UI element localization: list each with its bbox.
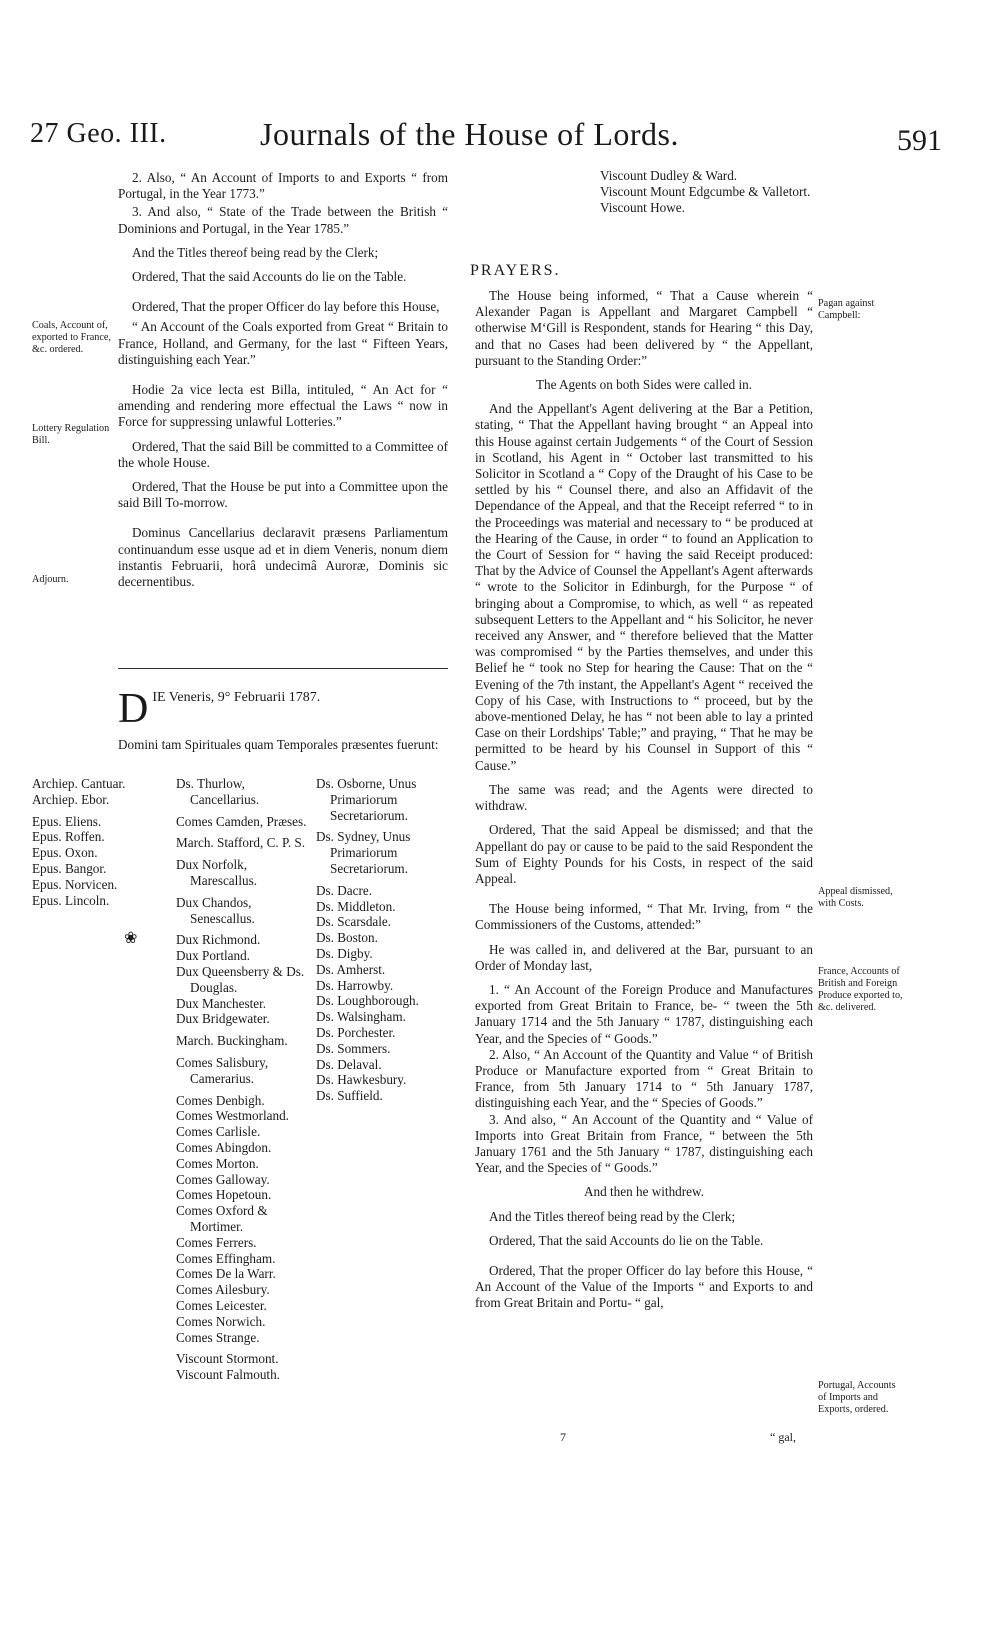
agents-called: The Agents on both Sides were called in. [535, 377, 753, 393]
ordered-portugal-account: Ordered, That the proper Officer do lay before this House, “ An Account of the Value of the Imports “ and Exports to and from Great Britain and Portu- “ gal, [475, 1262, 813, 1311]
lords-temporal-list-a [176, 776, 312, 1383]
lord-entry: Comes Morton. [176, 1155, 259, 1171]
lord-entry: March. Stafford, C. P. S. [176, 835, 306, 851]
running-header [30, 118, 942, 158]
lord-entry: Ds. Dacre. [316, 882, 373, 898]
lord-entry: Dux Norfolk, Marescallus. [176, 857, 258, 888]
lord-entry: Ds. Osborne, Unus Primariorum Secretariorum. [316, 776, 417, 823]
lord-entry: Epus. Roffen. [32, 829, 105, 845]
lord-entry: Comes Camden, Præses. [176, 813, 307, 829]
lords-spiritual-list [32, 776, 168, 908]
lord-entry: Ds. Sommers. [316, 1040, 391, 1056]
lord-entry: Comes Leicester. [176, 1297, 267, 1313]
lords-temporal-list-b [316, 776, 452, 1104]
lottery-bill-reading: Hodie 2a vice lecta est Billa, intituled, “ An Act for “ amending and rendering more effectual the Laws “ now in Force for suppressing unlawful Lotteries.” [118, 382, 448, 430]
lord-entry: Epus. Oxon. [32, 845, 98, 861]
lord-entry: Viscount Dudley & Ward. [600, 168, 738, 183]
pagan-cause-info: The House being informed, “ That a Cause wherein “ Alexander Pagan is Appellant and Margaret Campbell “ otherwise M‘Gill is Respondent, stands for Hearing “ this Day, and that no Cases had been delivered by “ the Appellant, pursuant to the Standing Order:” [475, 288, 813, 368]
lord-entry: Comes Ferrers. [176, 1234, 257, 1250]
lord-entry: Archiep. Ebor. [32, 791, 110, 807]
lord-entry: Comes Strange. [176, 1329, 260, 1345]
ordered-lie: Ordered, That the said Accounts do lie on the Table. [489, 1232, 764, 1248]
account-item-3: 3. And also, “ An Account of the Quantity and “ Value of Imports into Great Britain from France, “ between the 5th January 1761 and the 5th January “ 1787, distinguishing each Year, and the Species of “ Goods.” [475, 1111, 813, 1176]
lord-entry: Ds. Sydney, Unus Primariorum Secretariorum. [316, 829, 411, 876]
lord-entry: Ds. Suffield. [316, 1088, 383, 1104]
ordered-committee: Ordered, That the said Bill be committed to a Committee of the whole House. [118, 438, 448, 470]
lord-entry: Comes Norwich. [176, 1313, 266, 1329]
lord-entry: March. Buckingham. [176, 1033, 288, 1049]
lord-entry: Ds. Loughborough. [316, 993, 419, 1009]
lord-entry: Ds. Scarsdale. [316, 914, 392, 930]
lord-entry: Ds. Harrowby. [316, 977, 394, 993]
prayers-heading: PRAYERS. [470, 262, 561, 279]
sitting-date-text: IE Veneris, 9° Februarii 1787. [152, 690, 321, 705]
account-item-2: 2. Also, “ An Account of the Quantity and Value “ of British Produce or Manufacture exported from “ Great Britain to France, from 5th January 1714 to “ 5th January 1787, distinguishing each Year, and the “ Species of Goods.” [475, 1046, 813, 1111]
lord-entry: Comes Denbigh. [176, 1092, 265, 1108]
lord-entry: Comes Carlisle. [176, 1124, 261, 1140]
lord-entry: Ds. Digby. [316, 945, 373, 961]
margin-note-portugal: Portugal, Accounts of Imports and Exports, ordered. [818, 1380, 896, 1415]
account-item-2: 2. Also, “ An Account of Imports to and Exports “ from Portugal, in the Year 1773.” [118, 170, 448, 202]
called-in: He was called in, and delivered at the Bar, pursuant to an Order of Monday last, [475, 941, 813, 973]
lord-entry: Comes Ailesbury. [176, 1282, 270, 1298]
ordered-appeal-dismissed: Ordered, That the said Appeal be dismissed; and that the Appellant do pay or cause to be paid to the said Respondent the Sum of Eighty Pounds for his Costs, in respect of the said Appeal. [475, 822, 813, 886]
lord-entry: Ds. Porchester. [316, 1024, 396, 1040]
left-column [118, 170, 448, 598]
irving-info: The House being informed, “ That Mr. Irving, from “ the Commissioners of the Customs, attended:” [475, 901, 813, 933]
coals-account: “ An Account of the Coals exported from Great “ Britain to France, Holland, and Germany, for the last “ Fifteen Years, distinguishing each Year.” [118, 319, 448, 367]
margin-note-appeal-dismissed: Appeal dismissed, with Costs. [818, 886, 893, 909]
lord-entry: Comes Oxford & Mortimer. [176, 1203, 268, 1234]
lord-entry: Comes Abingdon. [176, 1139, 272, 1155]
catchword: “ gal, [770, 1430, 796, 1444]
lord-entry: Ds. Middleton. [316, 898, 396, 914]
withdrew: And then he withdrew. [583, 1184, 704, 1200]
lord-entry: Viscount Howe. [600, 200, 685, 216]
lord-entry: Ds. Delaval. [316, 1056, 382, 1072]
lord-entry: Dux Bridgewater. [176, 1011, 270, 1027]
margin-note-pagan: Pagan against Campbell: [818, 298, 875, 321]
lord-entry: Comes Westmorland. [176, 1108, 289, 1124]
margin-note-lottery: Lottery Regulation Bill. [32, 423, 110, 446]
margin-note-france-accounts: France, Accounts of British and Foreign Produce exported to, &c. delivered. [818, 966, 903, 1013]
titles-read: And the Titles thereof being read by the Clerk; [132, 244, 379, 260]
lord-entry: Epus. Norvicen. [32, 876, 118, 892]
lord-entry: Comes Hopetoun. [176, 1187, 272, 1203]
read-and-withdraw: The same was read; and the Agents were directed to withdraw. [475, 781, 813, 814]
margin-note-coals: Coals, Account of, exported to France, &c. ordered. [32, 320, 111, 355]
lord-entry: Epus. Lincoln. [32, 892, 110, 908]
margin-note-adjourn: Adjourn. [32, 574, 69, 585]
viscounts-continued [600, 168, 820, 217]
lord-entry: Dux Manchester. [176, 995, 267, 1011]
printer-ornament: ❀ [124, 930, 138, 947]
lord-entry: Epus. Bangor. [32, 860, 107, 876]
titles-read: And the Titles thereof being read by the Clerk; [489, 1208, 736, 1224]
ordered-lie: Ordered, That the said Accounts do lie on the Table. [132, 269, 407, 285]
adjournment-text: Dominus Cancellarius declaravit præsens Parliamentum continuandum esse usque ad et in diem Veneris, nonum diem instantis Februarii, horâ undecimâ Auroræ, Dominis sic decernentibus. [118, 525, 448, 590]
regnal-year: 27 Geo. III. [30, 118, 167, 149]
lord-entry: Archiep. Cantuar. [32, 776, 126, 791]
signature-mark: 7 [560, 1430, 566, 1444]
lord-entry: Comes Galloway. [176, 1171, 270, 1187]
lord-entry: Comes Salisbury, Camerarius. [176, 1054, 269, 1086]
account-item-1: 1. “ An Account of the Foreign Produce and Manufactures exported from Great Britain to France, be- “ tween the 5th January 1714 and the 5th January “ 1787, distinguishing each Year, and the Species of “ Goods.” [475, 981, 813, 1046]
drop-cap: D [118, 686, 149, 732]
lord-entry: Dux Chandos, Senescallus. [176, 894, 255, 926]
lord-entry: Dux Portland. [176, 948, 250, 964]
lord-entry: Ds. Boston. [316, 930, 378, 946]
lords-present-heading: Domini tam Spirituales quam Temporales præsentes fuerunt: [118, 737, 439, 752]
ordered-officer: Ordered, That the proper Officer do lay before this House, [132, 299, 440, 315]
lord-entry: Viscount Stormont. [176, 1351, 279, 1367]
account-item-3: 3. And also, “ State of the Trade between the British “ Dominions and Portugal, in the Year 1785.” [118, 204, 448, 236]
sitting-date [118, 686, 448, 732]
lord-entry: Comes De la Warr. [176, 1266, 276, 1282]
lord-entry: Ds. Thurlow, Cancellarius. [176, 776, 260, 807]
appellant-petition: And the Appellant's Agent delivering at the Bar a Petition, stating, “ That the Appellant having brought “ an Appeal into this House against certain Judgements “ of the Court of Session in Scotland, his Agent in “ October last transmitted to his Solicitor in Scotland a “ Copy of the Draught of his Case to be settled by his “ Counsel there, and also an Affidavit of the Dependance of the Appeal, and that the Receipt referred “ to in the Proceedings was material and necessary to “ be produced at the Hearing of the Cause, in order “ to found an Application to the Court of Session for “ having the said Receipt produced: That by the Advice of Counsel the Appellant's Agent afterwards “ wrote to the Solicitor in Edinburgh, for the Purpose “ of bringing about a Compromise, to which, as well “ as repeated subsequent Letters to the Appellant and “ his Solicitor, he never received any Answer, and “ therefore believed that the Matter was compromised “ by the Parties themselves, and under this Belief he “ took no Step for hearing the Cause: That on the “ Evening of the 7th instant, the Appellant's Agent “ received the Copy of his Case, with Instructions to “ proceed, but by the above-mentioned Delay, he has “ not been able to lay a printed Case on their Lordships' Table;” and praying, “ That he may be permitted to be heard by his Counsel in Support of this “ Cause.” [475, 401, 813, 773]
journal-title: Journals of the House of Lords. [260, 116, 679, 152]
ordered-tomorrow: Ordered, That the House be put into a Committee upon the said Bill To-morrow. [118, 479, 448, 511]
lord-entry: Dux Richmond. [176, 932, 261, 948]
lord-entry: Comes Effingham. [176, 1250, 276, 1266]
lord-entry: Epus. Eliens. [32, 813, 102, 829]
lord-entry: Viscount Falmouth. [176, 1367, 280, 1383]
lord-entry: Dux Queensberry & Ds. Douglas. [176, 963, 305, 995]
page-number: 591 [897, 124, 942, 157]
right-column [475, 288, 813, 1320]
lord-entry: Ds. Amherst. [316, 961, 386, 977]
section-rule [118, 668, 448, 669]
lord-entry: Ds. Walsingham. [316, 1009, 406, 1025]
lord-entry: Ds. Hawkesbury. [316, 1072, 407, 1088]
lord-entry: Viscount Mount Edgcumbe & Valletort. [600, 184, 811, 200]
